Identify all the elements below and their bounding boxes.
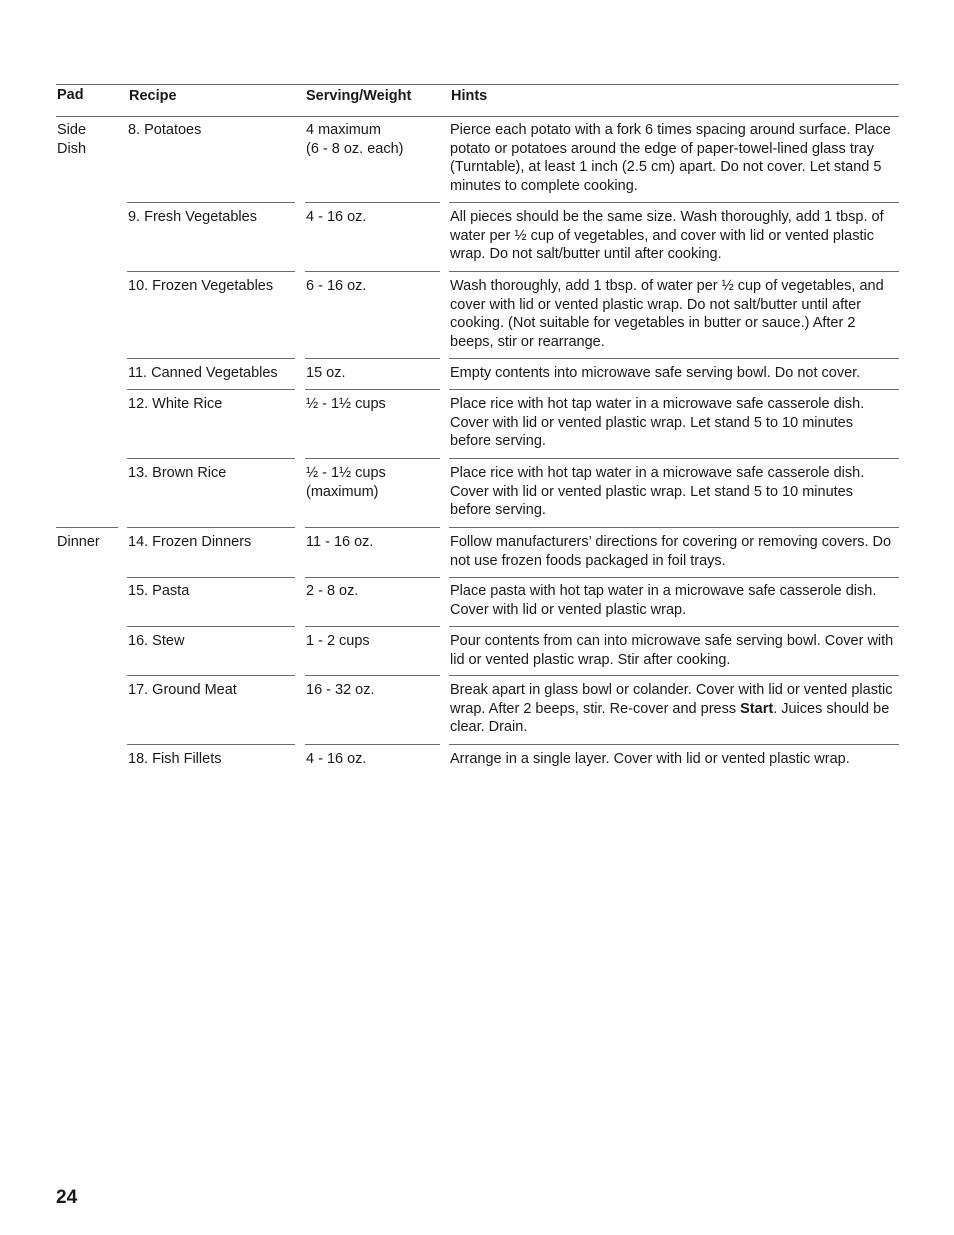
pad-group-rule (56, 527, 118, 528)
recipe-cell: 14. Frozen Dinners (128, 534, 252, 550)
row-rule-recipe (127, 389, 295, 390)
row-rule-hint (449, 744, 899, 745)
header-recipe: Recipe (129, 88, 177, 104)
row-rule-serving (305, 744, 440, 745)
row-rule-serving (305, 458, 440, 459)
serving-line: 15 oz. (306, 365, 346, 381)
serving-cell (306, 121, 446, 158)
serving-cell (306, 582, 446, 601)
row-rule-recipe (127, 744, 295, 745)
serving-cell (306, 464, 446, 501)
serving-line: 4 - 16 oz. (306, 209, 367, 225)
hint-cell: Empty contents into microwave safe serving bowl. Do not cover. (450, 365, 861, 381)
hint-cell: Pierce each potato with a fork 6 times spacing around surface. Place potato or potatoes around the edge of paper-towel-lined glass tray (Turntable), at least 1 inch (2.5 cm) apart. Do not cover. Let stand 5 minutes to complete cooking. (450, 122, 891, 194)
serving-cell (306, 533, 446, 552)
serving-cell (306, 395, 446, 414)
row-rule-serving (305, 626, 440, 627)
pad-label-line: Dish (57, 140, 87, 157)
recipe-cell: 9. Fresh Vegetables (128, 209, 257, 225)
header-pad: Pad (57, 87, 84, 103)
row-rule-hint (449, 358, 899, 359)
row-rule-hint (449, 527, 899, 528)
serving-line: 4 - 16 oz. (306, 751, 367, 767)
pad-side-dish (57, 121, 121, 158)
row-rule-serving (305, 527, 440, 528)
recipe-cell: 15. Pasta (128, 583, 190, 599)
row-rule-recipe (127, 527, 295, 528)
recipe-cell: 18. Fish Fillets (128, 751, 222, 767)
row-rule-serving (305, 202, 440, 203)
row-rule-hint (449, 626, 899, 627)
row-rule-hint (449, 389, 899, 390)
row-rule-hint (449, 577, 899, 578)
row-rule-serving (305, 389, 440, 390)
recipe-cell: 16. Stew (128, 633, 185, 649)
header-serving-weight: Serving/Weight (306, 88, 412, 104)
serving-line: 4 maximum (306, 122, 381, 138)
pad-label-line: Side (57, 122, 87, 138)
row-rule-recipe (127, 271, 295, 272)
serving-line: ½ - 1½ cups (306, 465, 386, 481)
serving-line: 1 - 2 cups (306, 633, 370, 649)
row-rule-hint (449, 675, 899, 676)
hint-cell: Pour contents from can into microwave safe serving bowl. Cover with lid or vented plastic wrap. Stir after cooking. (450, 633, 894, 668)
serving-cell (306, 364, 446, 383)
serving-cell (306, 208, 446, 227)
recipe-cell: 17. Ground Meat (128, 682, 237, 698)
row-rule-recipe (127, 358, 295, 359)
serving-cell (306, 750, 446, 769)
row-rule-hint (449, 458, 899, 459)
serving-cell (306, 277, 446, 296)
serving-cell (306, 632, 446, 651)
header-hints: Hints (451, 88, 488, 104)
table-header-rule (56, 116, 899, 117)
hint-cell: Place rice with hot tap water in a microwave safe casserole dish. Cover with lid or vented plastic wrap. Let stand 5 to 10 minutes before serving. (450, 465, 865, 519)
serving-line: (6 - 8 oz. each) (306, 140, 404, 157)
row-rule-recipe (127, 577, 295, 578)
row-rule-serving (305, 271, 440, 272)
serving-line: ½ - 1½ cups (306, 396, 386, 412)
serving-line: 11 - 16 oz. (306, 534, 374, 550)
row-rule-hint (449, 271, 899, 272)
serving-line: 2 - 8 oz. (306, 583, 359, 599)
recipe-cell: 11. Canned Vegetables (128, 365, 278, 381)
row-rule-recipe (127, 202, 295, 203)
row-rule-hint (449, 202, 899, 203)
row-rule-serving (305, 675, 440, 676)
row-rule-recipe (127, 458, 295, 459)
serving-line: 6 - 16 oz. (306, 278, 367, 294)
recipe-cell: 13. Brown Rice (128, 465, 227, 481)
recipe-cell: 10. Frozen Vegetables (128, 278, 274, 294)
hint-cell: Place rice with hot tap water in a microwave safe casserole dish. Cover with lid or vented plastic wrap. Let stand 5 to 10 minutes before serving. (450, 396, 865, 450)
table-top-rule (56, 84, 899, 85)
hint-cell: Place pasta with hot tap water in a microwave safe casserole dish. Cover with lid or vented plastic wrap. (450, 583, 877, 618)
hint-cell: All pieces should be the same size. Wash thoroughly, add 1 tbsp. of water per ½ cup of vegetables, and cover with lid or vented plastic wrap. Do not salt/butter until after cooking. (450, 209, 884, 263)
start-key-label: Start (740, 700, 774, 717)
hint-text: Break apart in glass bowl or colander. Cover with lid or vented plastic wrap. After 2 beeps, stir. Re-cover and press (450, 682, 893, 717)
hint-cell: Wash thoroughly, add 1 tbsp. of water per ½ cup of vegetables, and cover with lid or vented plastic wrap. Do not salt/butter until after cooking. (Not suitable for vegetables in butter or sauce.) After 2 beeps, stir or rearrange. (450, 278, 884, 350)
pad-dinner (57, 533, 121, 552)
row-rule-serving (305, 358, 440, 359)
row-rule-recipe (127, 626, 295, 627)
serving-line: (maximum) (306, 483, 379, 500)
hint-cell: Arrange in a single layer. Cover with lid or vented plastic wrap. (450, 751, 850, 767)
hint-text: . Juices should be clear. Drain. (450, 700, 890, 736)
hint-cell (450, 681, 896, 737)
serving-cell (306, 681, 446, 700)
row-rule-serving (305, 577, 440, 578)
hint-cell: Follow manufacturers’ directions for covering or removing covers. Do not use frozen foods packaged in foil trays. (450, 534, 892, 569)
recipe-cell: 8. Potatoes (128, 122, 202, 138)
recipe-cell: 12. White Rice (128, 396, 223, 412)
row-rule-recipe (127, 675, 295, 676)
pad-label-line: Dinner (57, 534, 100, 550)
page-number: 24 (56, 1187, 78, 1208)
serving-line: 16 - 32 oz. (306, 682, 375, 698)
